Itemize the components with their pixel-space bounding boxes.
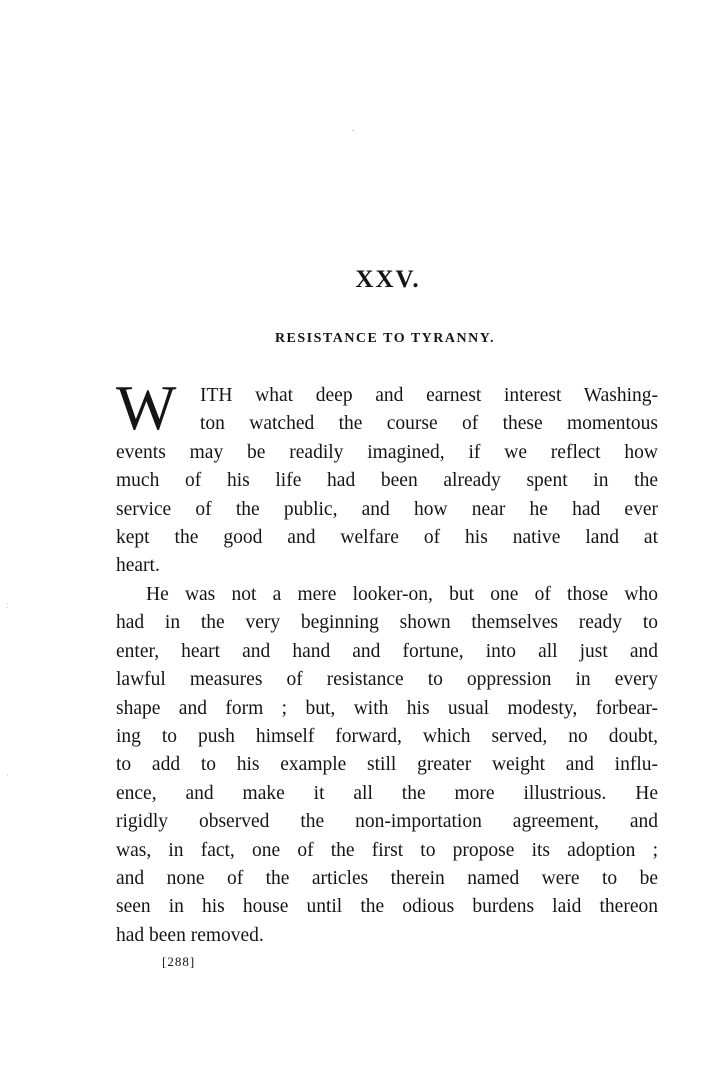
text-line: events may be readily imagined, if we reflect how: [116, 441, 658, 463]
text-line: ITH what deep and earnest interest Washing-: [200, 385, 658, 406]
text-line: He was not a mere looker-on, but one of those who: [146, 584, 658, 605]
text-line: ton watched the course of these momentous: [200, 413, 658, 435]
text-line: lawful measures of resistance to oppression in every: [116, 669, 658, 691]
print-speck: [352, 130, 354, 131]
text-line: kept the good and welfare of his native land at: [116, 526, 658, 548]
text-line: and none of the articles therein named were to be: [116, 867, 658, 889]
chapter-number: XXV.: [355, 266, 421, 293]
text-line: rigidly observed the non-importation agreement, and: [116, 811, 658, 833]
text-line: service of the public, and how near he had ever: [116, 498, 658, 520]
chapter-title: RESISTANCE TO TYRANNY.: [274, 331, 496, 346]
text-line: much of his life had been already spent in the: [116, 470, 658, 492]
margin-mark: ·: [6, 770, 9, 780]
text-line: had in the very beginning shown themselves ready to: [116, 612, 658, 634]
text-line: enter, heart and hand and fortune, into all just and: [116, 640, 658, 662]
text-line: seen in his house until the odious burdens laid thereon: [116, 896, 658, 918]
text-line: shape and form ; but, with his usual modesty, forbear-: [116, 697, 658, 719]
text-line: to add to his example still greater weight and influ-: [116, 754, 658, 776]
paragraph-2: [116, 581, 658, 950]
text-line: had been removed.: [116, 924, 264, 946]
text-line: heart.: [116, 555, 160, 577]
text-line: ing to push himself forward, which served, no doubt,: [116, 725, 658, 747]
margin-mark: :: [6, 600, 9, 610]
paragraph-1: [116, 382, 658, 581]
page-number: [288]: [162, 954, 196, 969]
text-line: ence, and make it all the more illustrious. He: [116, 782, 658, 804]
drop-cap: W: [116, 372, 177, 443]
text-line: was, in fact, one of the first to propose its adoption ;: [116, 839, 658, 861]
